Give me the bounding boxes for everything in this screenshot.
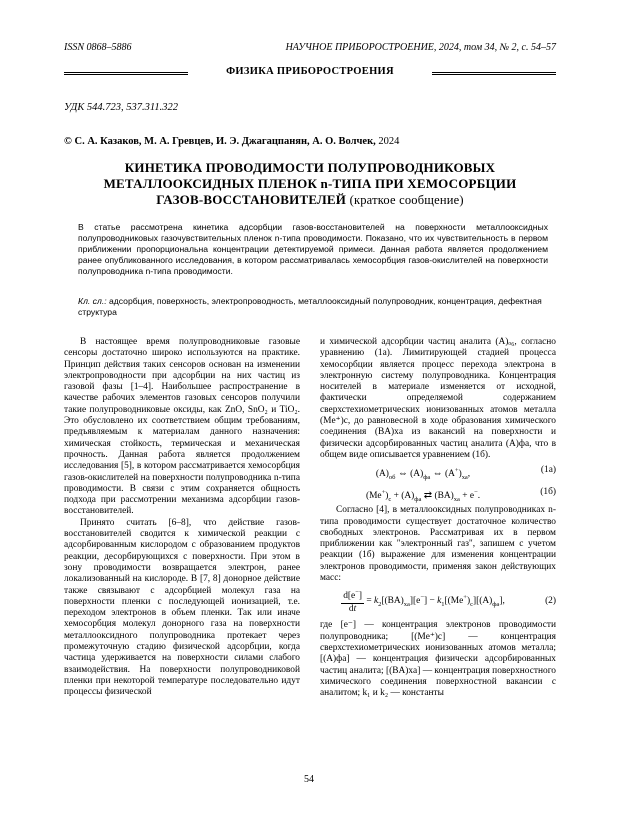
right-paragraph-1: и химической адсорбции частиц аналита (A)ₒ₆, согласно уравнению (1а). Лимитирующей стадией процесса хемосорбции является процесс перехода электрона в электронную систему полупроводника. Концентрация носителей в материале изменяется от исходной, фактически определяемой содержанием сверхстехиометрических ионизованных атомов металла (Me⁺)c, до равновесной в ходе образования химического соединения (BA)xa из вакансий на поверхности и физически адсорбированных частиц аналита (A)фа, что в общем виде описывается уравнением (1б). xyxy=(320,337,556,460)
section-heading xyxy=(64,67,556,79)
equation-2-fraction: $\frac{d[e^-]}{dt}$ xyxy=(343,589,362,614)
copyright-symbol: © xyxy=(64,136,72,147)
publication-year: 2024 xyxy=(378,136,400,147)
page-number: 54 xyxy=(304,774,314,785)
left-paragraph-2: Принято считать [6–8], что действие газов-восстановителей сводится к химической реакции с адсорбированным кислородом с образованием продуктов реакции, десорбирующихся с поверхности. При этом в зону проводимости возвращается электрон, ранее локализованный на кислороде. В [7, 8] донорное действие также связывают с адсорбцией молекул газа на поверхности пленки с последующей ионизацией, т.е. переходом электронов в объем пленки. Так или иначе хемосорбция молекул донорного газа на поверхности металлооксидного полупроводника протекает через промежуточную стадию физической адсорбции, когда частица удерживается на поверхности силами слабого взаимодействия. На поверхности полупроводниковой пленки при некоторой температуре последовательно идут процессы физической xyxy=(64,517,300,698)
right-paragraph-3: где [e⁻] — концентрация электронов проводимости полупроводника; [(Me⁺)c] — концентрация сверхстехиометрических ионизованных атомов металла; [(A)фа] — концентрация физически адсорбированных частиц аналита; [(BA)xa] — концентрация поверхностного химического соединения поверхностной вакансии с аналитом; k₁ и k₂ — константы xyxy=(320,620,556,699)
article-title xyxy=(64,160,556,208)
title-subtitle: (краткое сообщение) xyxy=(349,193,464,207)
title-line-2: МЕТАЛЛООКСИДНЫХ ПЛЕНОК n-ТИПА ПРИ ХЕМОСОРБЦИИ xyxy=(103,176,517,191)
title-line-3-wrapper xyxy=(64,192,556,208)
equation-2 xyxy=(320,584,556,620)
equation-1b-body: $(Me^+)_c + (A)_{фа}$ ⇄ $(BA)_{xa} + e^-$. xyxy=(365,489,481,504)
equation-1a xyxy=(320,461,556,483)
keywords xyxy=(78,296,548,318)
right-paragraph-2: Согласно [4], в металлооксидных полупроводниках n-типа проводимости существует достаточное количество свободных электронов. Рассматривая их в первом приближении как "электронный газ", запишем с учетом реакции (1б) выражение для изменения концентрации электронов проводимости, применяя закон действующих масс: xyxy=(320,505,556,584)
equation-1a-body: $(A)_{об}$ ⇔ $(A)_{фа}$ ⇔ $(A^+)_{ха}$, xyxy=(375,467,471,482)
equation-2-number: (2) xyxy=(545,596,556,607)
equation-1b-number: (1б) xyxy=(540,487,556,498)
keywords-label: Кл. сл.: xyxy=(78,296,107,306)
equation-2-body: $\frac{d[e^-]}{dt}$ = $k_2[(BA)_{xa}][e^-] - k_1[(Me^+)_c][(A)_{фа}]$, xyxy=(343,589,505,614)
abstract: В статье рассмотрена кинетика адсорбции газов-восстановителей на поверхности металлооксидных полупроводниковых газочувствительных пленок n-типа проводимости. Показано, что их чувствительность в первом приближении пропорциональна концентрации детектируемой примеси. Данная работа является продолжением ранее опубликованного исследования, в котором рассматривалась хемосорбция газов-окислителей на поверхности полупроводника n-типа проводимости. xyxy=(78,222,548,276)
journal-citation: НАУЧНОЕ ПРИБОРОСТРОЕНИЕ, 2024, том 34, № 2, с. 54–57 xyxy=(285,42,556,53)
journal-issn: ISSN 0868–5886 xyxy=(64,42,132,53)
title-line-1: КИНЕТИКА ПРОВОДИМОСТИ ПОЛУПРОВОДНИКОВЫХ xyxy=(124,160,496,175)
section-rule-right xyxy=(432,72,556,75)
authors-line xyxy=(64,136,556,147)
left-paragraph-1: В настоящее время полупроводниковые газовые сенсоры достаточно широко используются на практике. Принцип действия таких сенсоров основан на изменении электропроводности при адсорбции на них частиц из газовой фазы [1–4]. Наибольшее распространение в качестве рабочих элементов газовых сенсоров получили такие полупроводниковые оксиды, как ZnO, SnO₂ и TiO₂. Это обусловлено их соответствием общим требованиям, предъявляемым к материалам данного назначения: химическая стойкость, термическая и механическая прочность. Данная работа является продолжением исследования [5], в котором рассматривается хемосорбция газов-окислителей на поверхности полупроводника n-типа проводимости. В связи с этим сохраняется общность подхода при рассмотрении механизма адсорбции газов-восстановителей. xyxy=(64,337,300,517)
left-column xyxy=(64,337,300,699)
equation-1b xyxy=(320,483,556,505)
equation-1a-number: (1а) xyxy=(540,465,556,476)
author-names: С. А. Казаков, М. А. Гревцев, И. Э. Джагацпанян, А. О. Волчек, xyxy=(74,136,376,147)
title-line-3: ГАЗОВ-ВОССТАНОВИТЕЛЕЙ xyxy=(156,192,347,207)
keywords-text: адсорбция, поверхность, электропроводность, металлооксидный полупроводник, концентрация, дефектная структура xyxy=(78,296,542,317)
section-title: ФИЗИКА ПРИБОРОСТРОЕНИЯ xyxy=(226,66,394,77)
udk-code: УДК 544.723, 537.311.322 xyxy=(64,102,179,113)
right-column xyxy=(320,337,556,699)
